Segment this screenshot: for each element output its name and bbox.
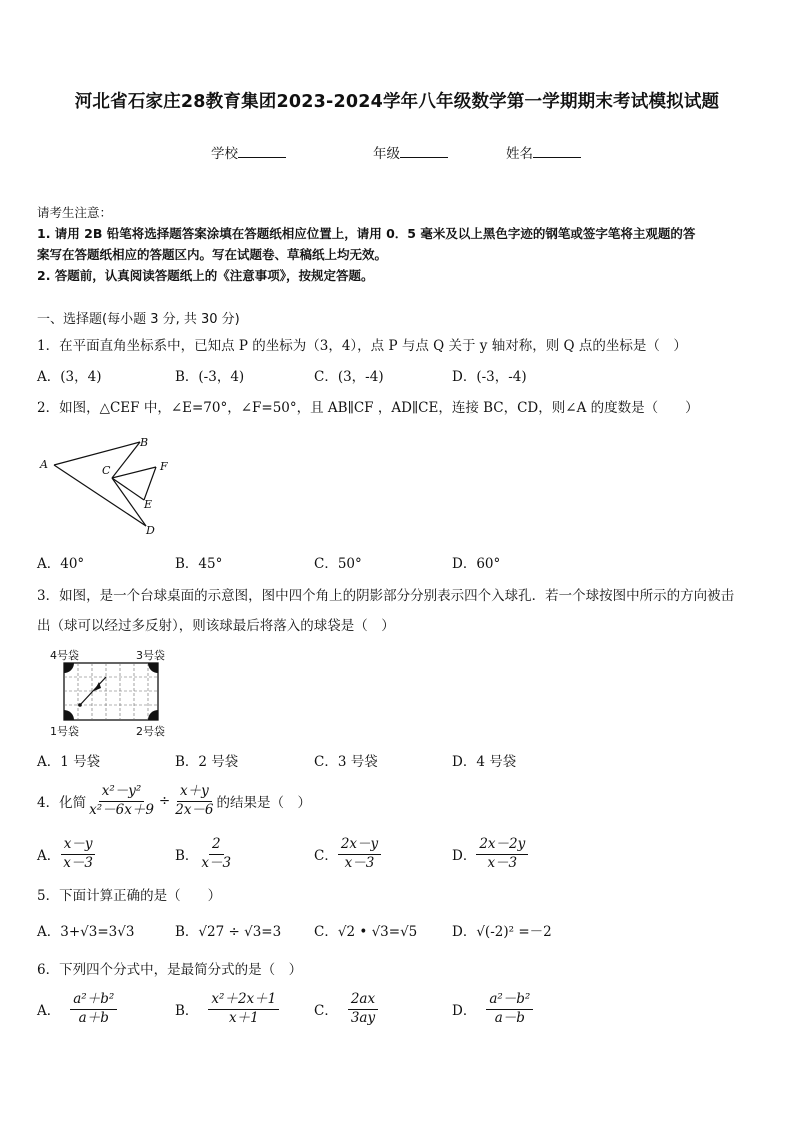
q4-fraction-2-numerator: x＋y: [177, 784, 212, 802]
denominator: x＋1: [228, 1009, 259, 1026]
q3-option-c: C．3 号袋: [314, 754, 378, 770]
segment-ce: [112, 478, 144, 500]
q4-option-c: [314, 837, 381, 871]
q5-option-a-label: A．: [37, 924, 61, 940]
denominator: 3ay: [350, 1009, 376, 1026]
name-field: [506, 142, 581, 162]
q4-option-c-fraction: [338, 837, 381, 871]
question-6-stem: 6．下列四个分式中，是最简分式的是（ ）: [37, 962, 303, 978]
numerator: a²＋b²: [70, 992, 117, 1010]
q2-option-a: A．40°: [37, 556, 85, 572]
q4-option-b-label: B．: [175, 848, 199, 865]
pocket-2-label: 2号袋: [136, 725, 165, 738]
denominator: x－3: [63, 854, 93, 871]
q6-option-b: [175, 992, 279, 1026]
q5-option-c-label: C．: [314, 924, 338, 940]
name-label: 姓名: [506, 146, 533, 162]
school-blank: [238, 145, 286, 158]
notice-heading: 请考生注意：: [37, 205, 113, 220]
q3-option-b: B．2 号袋: [175, 754, 239, 770]
q4-prefix: 4．化简: [37, 795, 87, 812]
pocket-3-label: 3号袋: [136, 649, 165, 662]
q5-option-b-label: B．: [175, 924, 199, 940]
q6-option-d-fraction: [486, 992, 533, 1026]
grade-blank: [400, 145, 448, 158]
point-c-label: C: [102, 464, 111, 477]
q6-option-b-label: B．: [175, 1003, 199, 1020]
denominator: a－b: [494, 1009, 525, 1026]
q2-option-c: C．50°: [314, 556, 362, 572]
pocket-1-shape: [64, 710, 74, 720]
pocket-4-label: 4号袋: [50, 649, 79, 662]
q4-option-a: [37, 837, 96, 871]
school-label: 学校: [211, 146, 238, 162]
q2-option-d: D．60°: [452, 556, 501, 572]
ball-path: [80, 677, 106, 705]
q4-fraction-1-numerator: x²－y²: [99, 784, 145, 802]
numerator: x－y: [61, 837, 96, 855]
q3-option-a: A．1 号袋: [37, 754, 101, 770]
q5-option-a-expression: 3+√3=3√3: [60, 924, 135, 940]
q4-option-c-label: C．: [314, 848, 338, 865]
notice-item1-line2: 案写在答题纸相应的答题区内。写在试题卷、草稿纸上均无效。: [37, 247, 388, 262]
q6-option-a-label: A．: [37, 1003, 61, 1020]
q1-option-d: D．(-3，-4): [452, 369, 527, 385]
grade-field: [373, 142, 448, 162]
q1-option-c: C．(3，-4): [314, 369, 384, 385]
table-border: [64, 663, 158, 720]
segment-cd: [112, 478, 146, 526]
q4-divide-sign: ÷: [158, 793, 171, 810]
q4-fraction-1-denominator: x²－6x＋9: [89, 801, 154, 818]
q4-option-b-fraction: [198, 837, 234, 871]
pocket-2-shape: [148, 710, 158, 720]
denominator: x－3: [344, 854, 375, 871]
point-f-label: F: [160, 460, 168, 473]
segment-ab: [54, 442, 140, 465]
q4-option-d-fraction: [476, 837, 528, 871]
denominator: a＋b: [78, 1009, 109, 1026]
q5-option-a: [37, 920, 134, 940]
q4-fraction-1: [86, 784, 157, 818]
denominator: x－3: [201, 854, 232, 871]
question-3-stem-line1: 3．如图，是一个台球桌面的示意图，图中四个角上的阴影部分分别表示四个入球孔．若一个球按图中所示的方向被击: [37, 588, 735, 604]
q1-option-b: B．(-3，4): [175, 369, 245, 385]
q5-option-d-expression: √(-2)² =－2: [476, 924, 552, 940]
q4-option-b: [175, 837, 234, 871]
question-5-stem: 5．下面计算正确的是（ ）: [37, 888, 222, 904]
q5-option-d: [452, 920, 552, 940]
q6-option-c-fraction: [348, 992, 378, 1026]
notice-item2: 2. 答题前，认真阅读答题纸上的《注意事项》，按规定答题。: [37, 268, 374, 283]
point-b-label: B: [140, 436, 149, 449]
q6-option-a: [37, 992, 117, 1026]
section-heading: 一、选择题(每小题 3 分, 共 30 分): [37, 312, 240, 327]
numerator: 2: [209, 837, 224, 855]
segment-fe: [144, 467, 156, 500]
q3-option-d: D．4 号袋: [452, 754, 517, 770]
q6-option-c-label: C．: [314, 1003, 338, 1020]
q5-option-c-expression: √2 • √3=√5: [337, 924, 418, 940]
exam-title: 河北省石家庄28教育集团2023-2024学年八年级数学第一学期期末考试模拟试题: [74, 92, 720, 112]
point-a-label: A: [40, 458, 48, 471]
table-grid: [64, 663, 158, 720]
numerator: x²＋2x＋1: [208, 992, 279, 1010]
q2-geometry-figure: [36, 430, 186, 540]
q4-fraction-2: [172, 784, 216, 818]
numerator: 2ax: [348, 992, 378, 1010]
q6-option-a-fraction: [70, 992, 117, 1026]
segment-ad: [54, 465, 146, 526]
school-field: [211, 142, 286, 162]
q4-option-a-label: A．: [37, 848, 61, 865]
q5-option-b-expression: √27 ÷ √3=3: [198, 924, 282, 940]
corner-pockets: [64, 663, 158, 720]
denominator: x－3: [487, 854, 518, 871]
q5-option-b: [175, 920, 281, 940]
q4-option-d-label: D．: [452, 848, 477, 865]
pocket-1-label: 1号袋: [50, 725, 79, 738]
numerator: 2x－2y: [476, 837, 528, 855]
point-e-label: E: [144, 498, 153, 511]
q4-suffix: 的结果是（ ）: [216, 795, 312, 812]
q3-billiard-table-figure: [44, 646, 174, 742]
pocket-4-shape: [64, 663, 74, 673]
q6-option-c: [314, 992, 378, 1026]
q6-option-d: [452, 992, 533, 1026]
question-4-stem: [37, 784, 311, 818]
numerator: a²－b²: [486, 992, 533, 1010]
name-blank: [533, 145, 581, 158]
q4-option-d: [452, 837, 528, 871]
point-d-label: D: [146, 524, 155, 537]
q6-option-b-fraction: [208, 992, 279, 1026]
pocket-3-shape: [148, 663, 158, 673]
q6-option-d-label: D．: [452, 1003, 477, 1020]
q5-option-d-label: D．: [452, 924, 477, 940]
q4-option-a-fraction: [60, 837, 96, 871]
question-3-stem-line2: 出（球可以经过多反射），则该球最后将落入的球袋是（ ）: [37, 618, 395, 634]
ball: [78, 703, 82, 707]
question-2-stem: 2．如图，△CEF 中，∠E=70°，∠F=50°，且 AB∥CF ，AD∥CE，连接 BC，CD，则∠A 的度数是（ ）: [37, 400, 699, 416]
notice-item1-line1: 1. 请用 2B 铅笔将选择题答案涂填在答题纸相应位置上，请用 0．5 毫米及以上黑色字迹的钢笔或签字笔将主观题的答: [37, 226, 696, 241]
q5-option-c: [314, 920, 417, 940]
q4-fraction-2-denominator: 2x－6: [175, 801, 214, 818]
numerator: 2x－y: [338, 837, 381, 855]
question-1-stem: 1．在平面直角坐标系中，已知点 P 的坐标为（3，4），点 P 与点 Q 关于 y 轴对称，则 Q 点的坐标是（ ）: [37, 338, 687, 354]
q2-option-b: B．45°: [175, 556, 223, 572]
q1-option-a: A．(3，4): [37, 369, 102, 385]
grade-label: 年级: [373, 146, 400, 162]
